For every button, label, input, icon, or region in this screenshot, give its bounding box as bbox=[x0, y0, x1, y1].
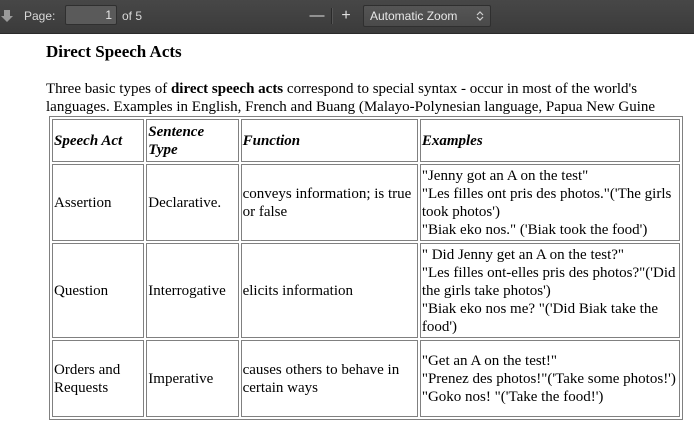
example-line: "Get an A on the test!" bbox=[421, 352, 557, 369]
zoom-in-button[interactable]: + bbox=[341, 7, 351, 24]
example-line: "Biak eko nos me? "('Did Biak take the food') bbox=[421, 300, 658, 335]
table-header-row bbox=[52, 119, 680, 162]
cell-speech-act: Question bbox=[52, 243, 144, 338]
cell-sentence-type: Interrogative bbox=[146, 243, 238, 338]
example-line: "Goko nos! "('Take the food!') bbox=[421, 388, 604, 405]
example-line: "Prenez des photos!"('Take some photos!') bbox=[421, 370, 676, 387]
cell-sentence-type: Declarative. bbox=[146, 164, 238, 241]
cell-examples bbox=[420, 164, 680, 241]
header-speech-act: Speech Act bbox=[52, 119, 144, 162]
example-line: "Les filles ont-elles pris des photos?"('Did the girls take photos') bbox=[421, 264, 676, 299]
example-line: "Les filles ont pris des photos."('The girls took photos') bbox=[421, 185, 672, 220]
cell-speech-act: Assertion bbox=[52, 164, 144, 241]
chevron-updown-icon bbox=[476, 6, 484, 33]
cell-sentence-type: Imperative bbox=[146, 340, 238, 417]
toolbar-separator bbox=[331, 8, 332, 24]
speech-acts-table bbox=[49, 116, 683, 420]
pdf-page bbox=[0, 34, 694, 435]
page-number-input[interactable] bbox=[65, 5, 117, 25]
header-sentence-type: Sentence Type bbox=[146, 119, 238, 162]
page-total: of 5 bbox=[122, 9, 143, 23]
zoom-select-value: Automatic Zoom bbox=[370, 9, 458, 23]
table-row bbox=[52, 164, 680, 241]
table-row bbox=[52, 243, 680, 338]
header-examples: Examples bbox=[420, 119, 680, 162]
page-label: Page: bbox=[24, 9, 56, 23]
example-line: "Jenny got an A on the test" bbox=[421, 167, 589, 184]
cell-examples bbox=[420, 340, 680, 417]
intro-text-pre: Three basic types of bbox=[46, 81, 171, 97]
zoom-out-button[interactable]: — bbox=[309, 7, 325, 24]
intro-paragraph bbox=[46, 80, 655, 116]
intro-text-post: correspond to special syntax - occur in most of the world's bbox=[283, 81, 638, 97]
page-title: Direct Speech Acts bbox=[46, 42, 182, 61]
cell-function: conveys information; is true or false bbox=[241, 164, 418, 241]
intro-text-bold: direct speech acts bbox=[170, 81, 284, 97]
zoom-select[interactable] bbox=[363, 5, 491, 27]
cell-examples bbox=[420, 243, 680, 338]
download-icon[interactable] bbox=[0, 9, 14, 23]
cell-function: elicits information bbox=[241, 243, 418, 338]
intro-text-line2: languages. Examples in English, French and Buang (Malayo-Polynesian language, Papua New Guine bbox=[46, 99, 656, 115]
header-function: Function bbox=[241, 119, 418, 162]
cell-function: causes others to behave in certain ways bbox=[241, 340, 418, 417]
table-row bbox=[52, 340, 680, 417]
pdf-toolbar bbox=[0, 0, 694, 34]
example-line: "Biak eko nos." ('Biak took the food') bbox=[421, 221, 648, 238]
example-line: " Did Jenny get an A on the test?" bbox=[421, 246, 625, 263]
cell-speech-act: Orders and Requests bbox=[52, 340, 144, 417]
